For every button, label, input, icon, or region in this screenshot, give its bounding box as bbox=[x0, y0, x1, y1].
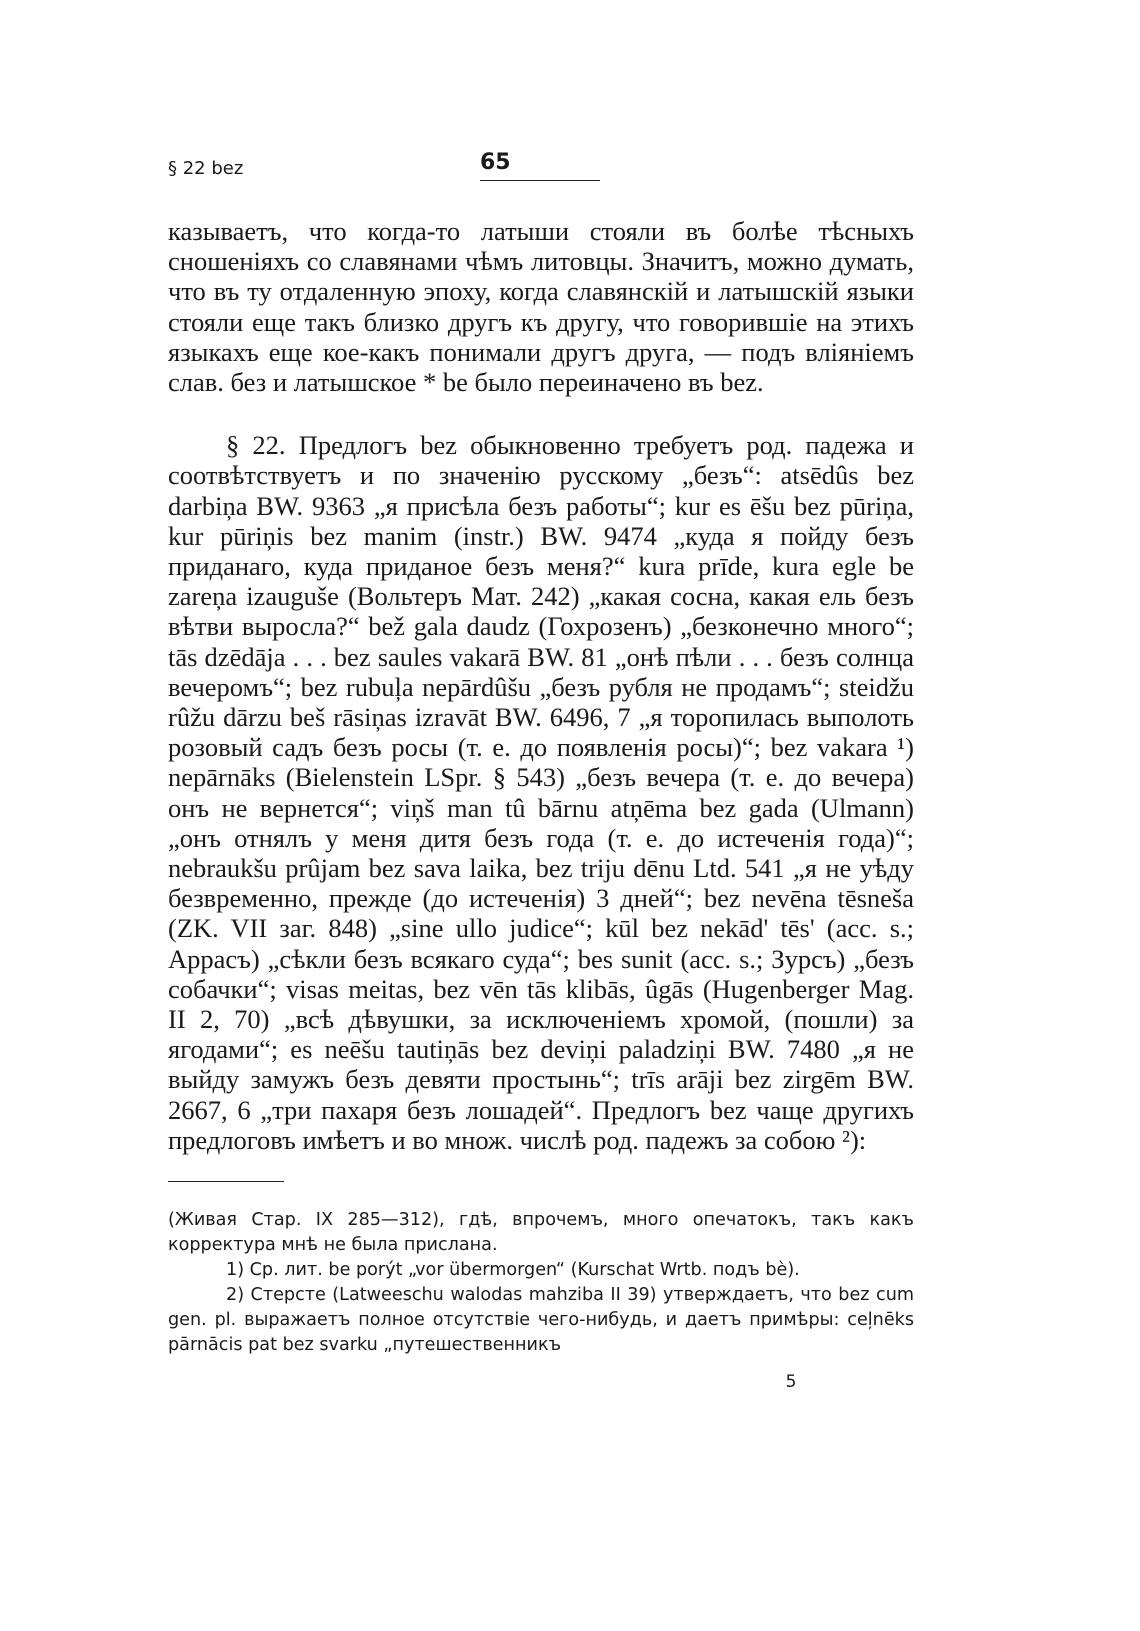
main-text bbox=[168, 216, 914, 1155]
footnote-rule bbox=[168, 1181, 284, 1182]
footnotes bbox=[168, 1208, 914, 1358]
signature-mark: 5 bbox=[785, 1372, 797, 1393]
footnote-1: 1) Ср. лит. be porýt „vor übermorgen“ (Kurschat Wrtb. подъ bè). bbox=[226, 1260, 800, 1281]
running-header bbox=[168, 150, 914, 190]
book-page bbox=[168, 150, 914, 1392]
footnote-2: 2) Стерсте (Latweeschu walodas mahziba II 39) утверждаетъ, что bez cum gen. pl. выражаетъ полное отсутствіе чего-нибудь, и даетъ примѣры: ceļnēks pārnācis pat bez svarku „путешественникъ bbox=[168, 1285, 914, 1356]
section-reference: § 22 bez bbox=[168, 158, 244, 179]
page-number: 65 bbox=[480, 150, 511, 175]
header-rule bbox=[480, 180, 600, 181]
paragraph-continuation: казываетъ, что когда-то латыши стояли въ болѣе тѣсныхъ сношеніяхъ со славянами чѣмъ литовцы. Значитъ, можно думать, что въ ту отдаленную эпоху, когда славянскій и латышскій языки стояли еще такъ близко другъ къ другу, что говорившіе на этихъ языкахъ еще кое-какъ понимали другъ друга, — подъ вліяніемъ слав. без и латышское * be было переиначено въ bez. bbox=[168, 216, 914, 398]
footnote-continuation: (Живая Стар. IX 285—312), гдѣ, впрочемъ, много опечатокъ, такъ какъ корректура мнѣ не была прислана. bbox=[168, 1210, 914, 1256]
paragraph-section-22: § 22. Предлогъ bez обыкновенно требуетъ род. падежа и соотвѣтствуетъ и по значенію русскому „безъ“: atsēdûs bez darbiņa BW. 9363 „я присѣла безъ работы“; kur es ēšu bez pūriņa, kur pūriņis bez manim (instr.) BW. 9474 „куда я пойду безъ приданаго, куда приданое безъ меня?“ kura prīde, kura egle be zareņa izauguše (Вольтеръ Мат. 242) „какая сосна, какая ель безъ вѣтви выросла?“ bež gala daudz (Гохрозенъ) „безконечно много“; tās dzēdāja . . . bez saules vakarā BW. 81 „онѣ пѣли . . . безъ солнца вечеромъ“; bez rubuļa nepārdûšu „безъ рубля не продамъ“; steidžu rûžu dārzu beš rāsiņas izravāt BW. 6496, 7 „я торопилась выполоть розовый садъ безъ росы (т. е. до появленія росы)“; bez vakara ¹) nepārnāks (Bielenstein LSpr. § 543) „безъ вечера (т. е. до вечера) онъ не вернется“; viņš man tû bārnu atņēma bez gada (Ulmann) „онъ отнялъ у меня дитя безъ года (т. е. до истеченія года)“; nebraukšu prûjam bez sava laika, bez triju dēnu Ltd. 541 „я не уѣду безвременно, прежде (до истеченія) 3 дней“; bez nevēna tēsneša (ZK. VII заг. 848) „sine ullo judice“; kūl bez nekād' tēs' (acc. s.; Аррасъ) „сѣкли безъ всякаго суда“; bes sunit (acc. s.; Зурсъ) „безъ собачки“; visas meitas, bez vēn tās klibās, ûgās (Hugenberger Mag. II 2, 70) „всѣ дѣвушки, за исключеніемъ хромой, (пошли) за ягодами“; es neēšu tautiņās bez deviņi paladziņi BW. 7480 „я не выйду замужъ безъ девяти простынь“; trīs arāji bez zirgēm BW. 2667, 6 „три пахаря безъ лошадей“. Предлогъ bez чаще другихъ предлоговъ имѣетъ и во множ. числѣ род. падежъ за собою ²): bbox=[168, 430, 914, 1155]
